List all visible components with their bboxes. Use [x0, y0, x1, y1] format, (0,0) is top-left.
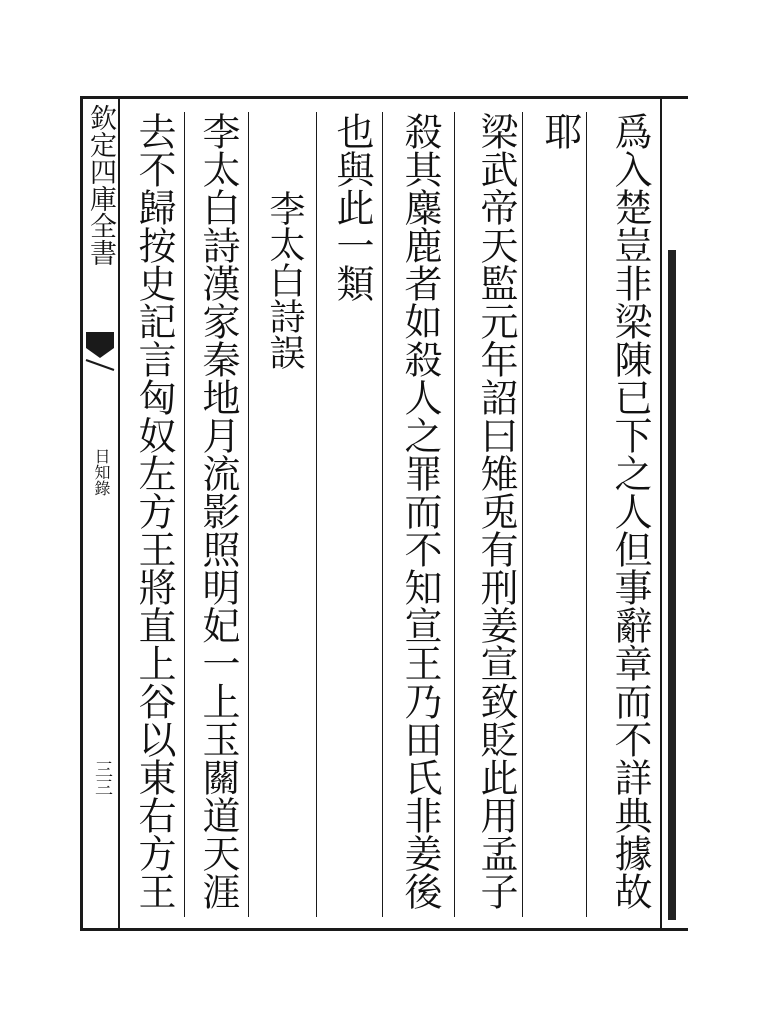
text-column-3: 梁武帝天監元年詔曰雉兎有刑姜宣致貶此用孟子: [474, 112, 518, 910]
section-heading: 李太白詩誤: [264, 190, 305, 370]
text-column-4: 殺其麋鹿者如殺人之罪而不知宣王乃田氏非姜後: [398, 112, 442, 910]
text-column-2: 耶: [538, 112, 582, 150]
column-divider: [454, 112, 455, 917]
margin-book-title: 日知錄: [92, 448, 111, 496]
text-column-1: 爲入楚豈非梁陳已下之人但事辭章而不詳典據故: [608, 112, 652, 910]
text-column-5: 也與此一類: [330, 112, 374, 302]
frame-top-rule: [80, 96, 688, 99]
frame-left-rule: [80, 96, 83, 931]
frame-right-rule: [660, 96, 662, 931]
column-divider: [586, 112, 587, 917]
text-column-8: 去不歸按史記言匈奴左方王將直上谷以東右方王: [132, 112, 176, 910]
fish-tail-icon: [84, 330, 116, 372]
column-divider: [248, 112, 249, 917]
text-column-7: 李太白詩漢家秦地月流影照明妃一上玉關道天涯: [196, 112, 240, 910]
frame-inner-left-rule: [118, 96, 120, 931]
margin-page-number: 三三: [92, 760, 113, 796]
frame-bottom-rule: [80, 928, 688, 931]
margin-collection-title: 欽定四庫全書: [85, 104, 116, 266]
column-divider: [184, 112, 185, 917]
column-divider: [316, 112, 317, 917]
column-divider: [382, 112, 383, 917]
column-divider: [522, 112, 523, 917]
right-edge-bar: [668, 250, 676, 920]
